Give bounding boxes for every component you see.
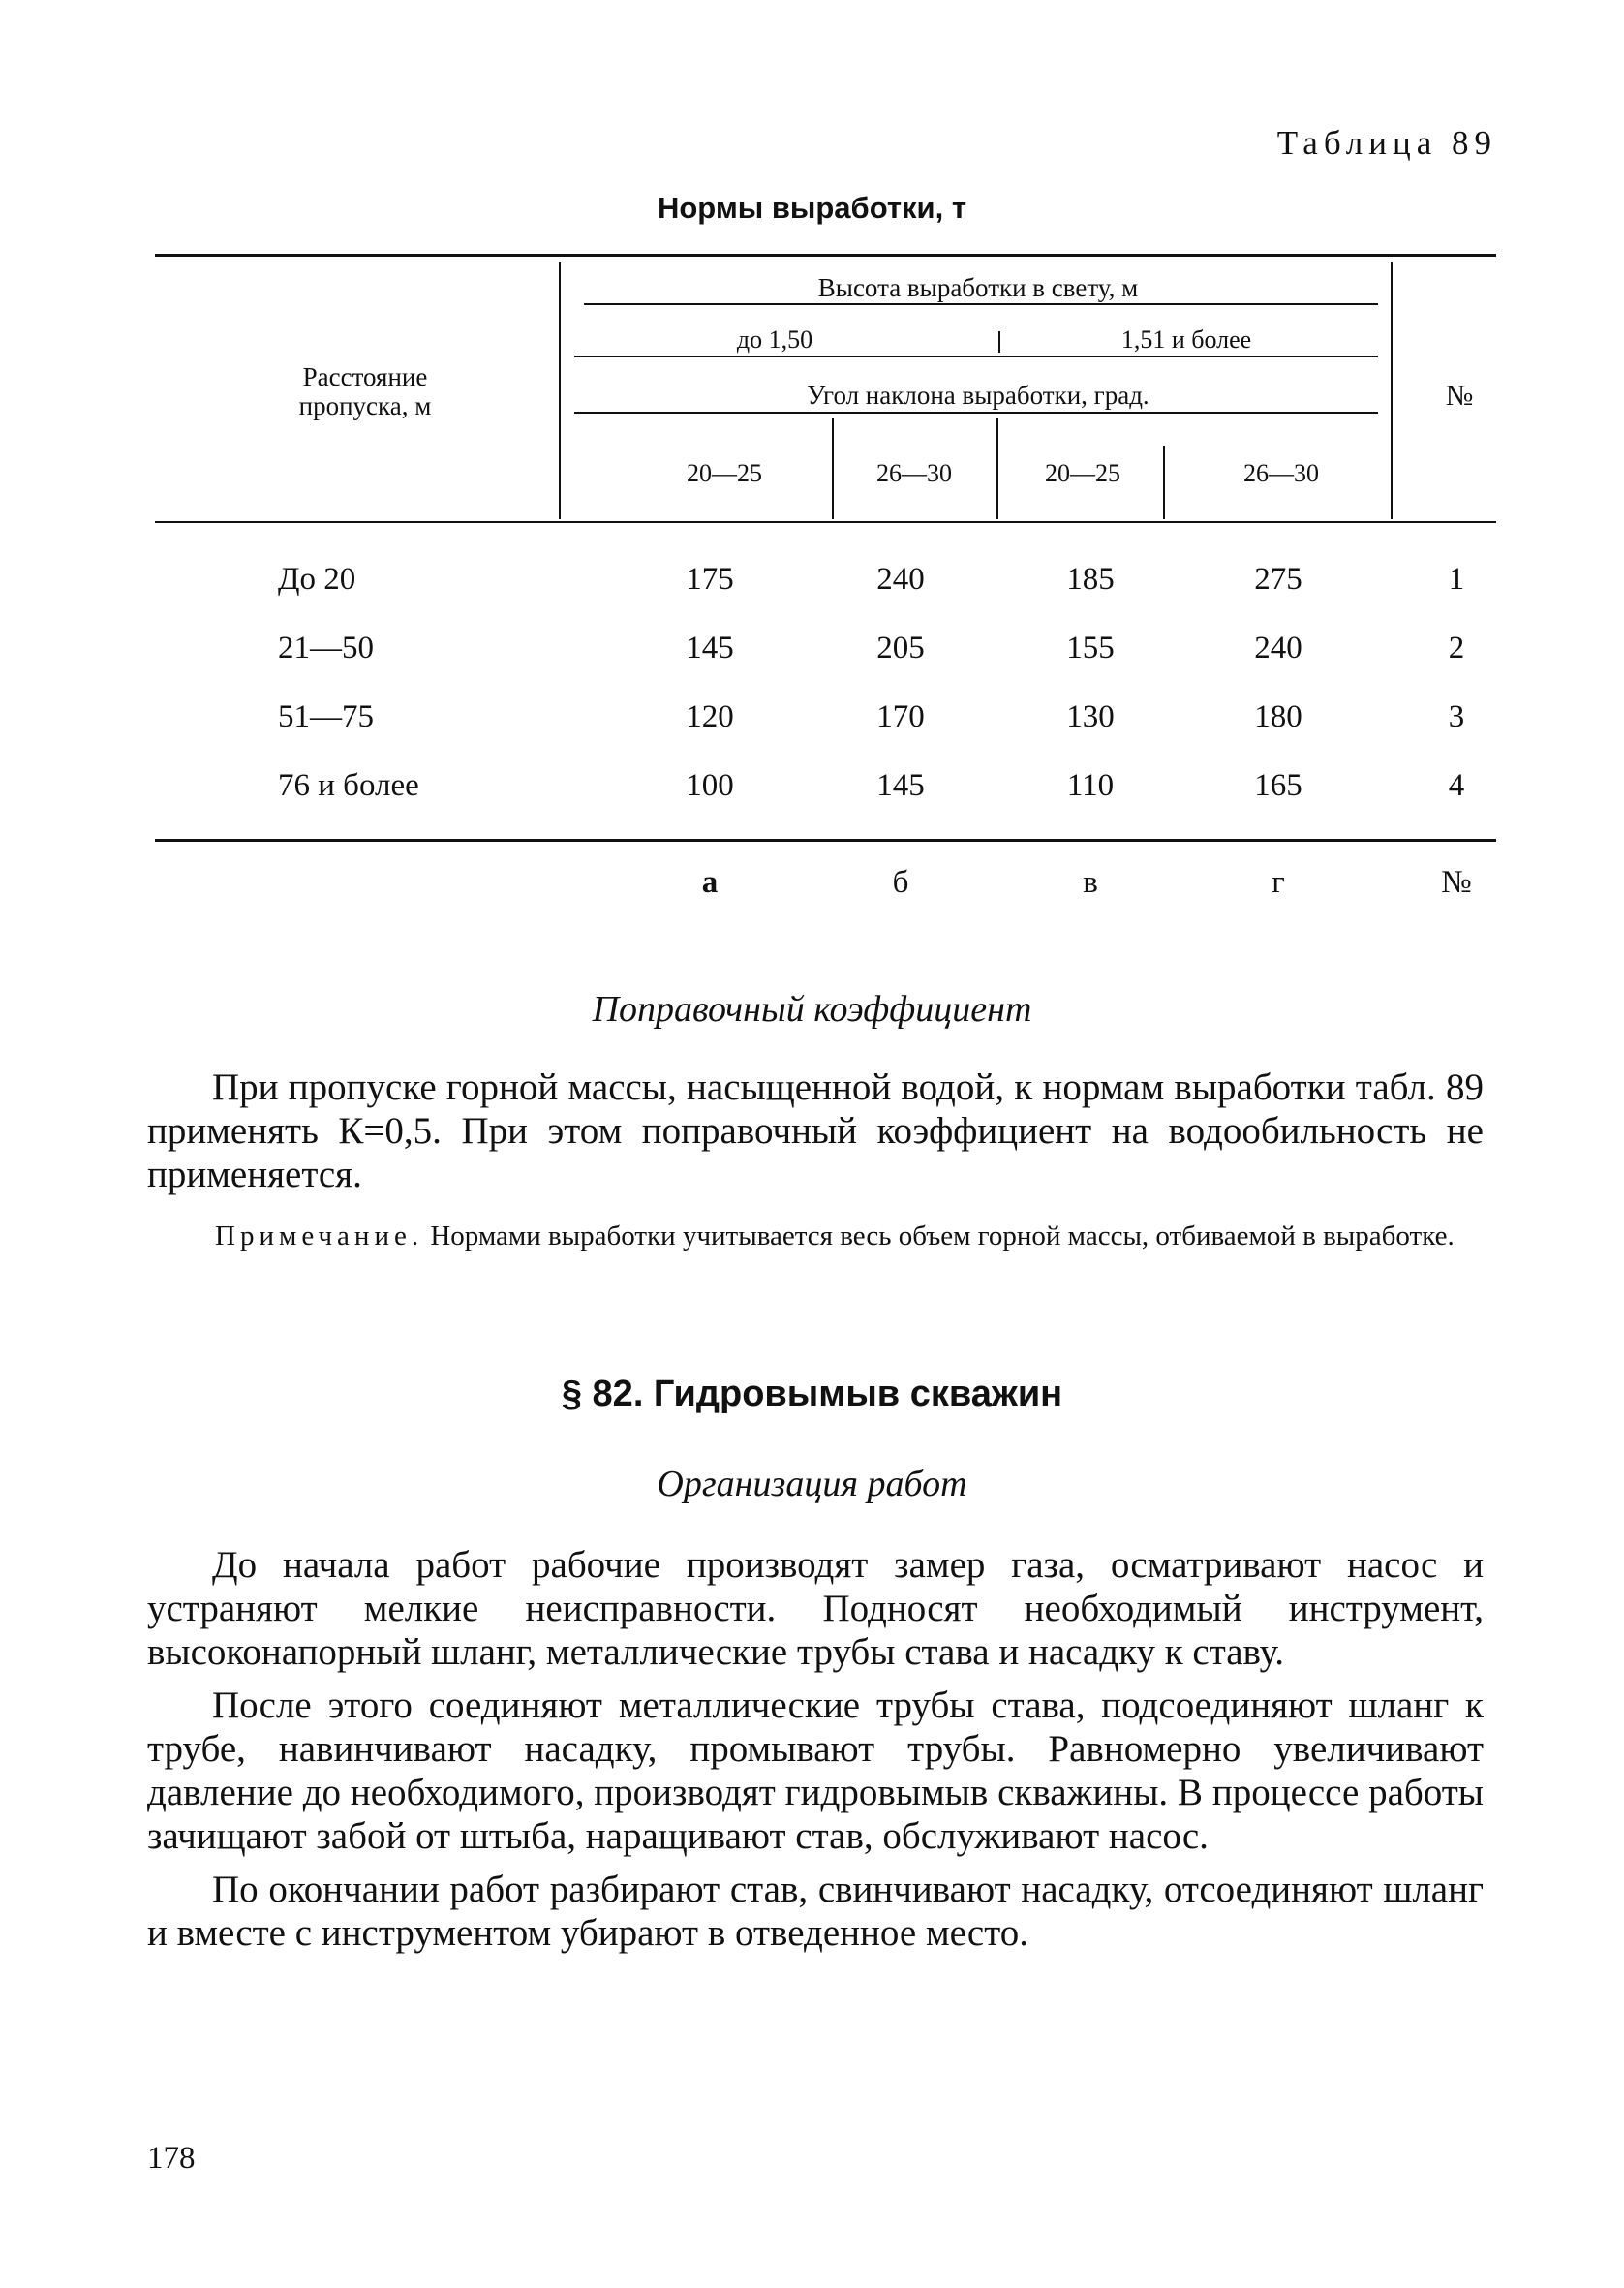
header-dash-separator [998, 331, 1000, 353]
cell-a: 145 [686, 631, 734, 665]
header-subrule-3 [574, 412, 1378, 414]
table-bottom-rule [155, 839, 1496, 842]
header-col-1: 20—25 [687, 459, 762, 487]
correction-heading: Поправочный коэффициент [592, 989, 1032, 1030]
header-vrule-3 [1163, 446, 1165, 519]
header-number: № [1445, 380, 1474, 412]
header-vrule-2 [996, 418, 998, 519]
cell-a: 120 [686, 699, 734, 734]
cell-number: 4 [1448, 768, 1465, 803]
note [215, 1220, 1503, 1253]
header-subrule-2 [574, 356, 1378, 357]
cell-b: 145 [876, 768, 925, 803]
column-letter-a: а [701, 865, 719, 900]
cell-d: 165 [1254, 768, 1302, 803]
header-col-2: 26—30 [876, 459, 952, 487]
paragraph: По окончании работ разбирают став, свинчивают насадку, отсоединяют шланг и вместе с инструментом убирают в отведенное место. [147, 1869, 1484, 1954]
table-top-rule [155, 254, 1496, 257]
paragraph: До начала работ рабочие производят замер газа, осматривают насос и устраняют мелкие неисправности. Подносят необходимый инструмент, высоконапорный шланг, металлические трубы става и насадку к ставу. [147, 1544, 1484, 1673]
header-height-low: до 1,50 [736, 325, 813, 354]
cell-a: 100 [686, 768, 734, 803]
cell-c: 155 [1066, 631, 1115, 665]
header-subrule-1 [584, 303, 1378, 305]
cell-a: 175 [686, 562, 734, 597]
cell-number: 3 [1448, 699, 1465, 734]
cell-d: 275 [1254, 562, 1302, 597]
row-label: 21—50 [278, 631, 374, 665]
cell-c: 130 [1066, 699, 1115, 734]
cell-b: 240 [876, 562, 925, 597]
cell-d: 240 [1254, 631, 1302, 665]
table-label: Таблица 89 [1276, 124, 1497, 162]
cell-c: 110 [1066, 768, 1115, 803]
section-body [147, 1543, 1484, 1955]
table-title: Нормы выработки, т [657, 191, 967, 225]
header-col-3: 20—25 [1045, 459, 1120, 487]
header-vrule-left [559, 262, 561, 519]
header-height: Высота выработки в свету, м [817, 273, 1139, 302]
column-letter-v: в [1083, 865, 1098, 900]
cell-d: 180 [1254, 699, 1302, 734]
header-col-4: 26—30 [1243, 459, 1319, 487]
header-vrule-1 [832, 418, 834, 519]
column-letter-g: г [1272, 865, 1285, 900]
cell-number: 1 [1448, 562, 1465, 597]
note-label: Примечание. [215, 1221, 424, 1252]
cell-b: 170 [876, 699, 925, 734]
page-number: 178 [147, 2141, 196, 2176]
column-letter-b: б [892, 865, 909, 900]
header-angle: Угол наклона выработки, град. [807, 381, 1149, 410]
row-label: До 20 [278, 562, 356, 597]
row-label: 76 и более [278, 768, 419, 803]
cell-number: 2 [1448, 631, 1465, 665]
note-text: Нормами выработки учитывается весь объем горной массы, отбиваемой в выработке. [423, 1221, 1455, 1252]
row-header: Расстояние пропуска, м [298, 362, 432, 420]
cell-c: 185 [1066, 562, 1115, 597]
row-label: 51—75 [278, 699, 374, 734]
correction-text: При пропуске горной массы, насыщенной водой, к нормам выработки табл. 89 применять К=0,5. При этом поправочный коэффициент на водообильность не применяется. [147, 1067, 1484, 1195]
header-vrule-right [1391, 262, 1393, 519]
paragraph: После этого соединяют металлические трубы става, подсоединяют шланг к трубе, навинчивают насадку, промывают трубы. Равномерно увеличивают давление до необходимого, производят гидровымыв скважины. В процессе работы зачищают забой от штыба, наращивают став, обслуживают насос. [147, 1685, 1484, 1857]
section-subheading: Организация работ [657, 1464, 967, 1504]
section-title: § 82. Гидровымыв скважин [561, 1374, 1063, 1414]
column-letter-number: № [1441, 865, 1472, 900]
header-height-high: 1,51 и более [1120, 325, 1252, 354]
cell-b: 205 [876, 631, 925, 665]
header-bottom-rule [155, 521, 1496, 523]
correction-paragraph [147, 1066, 1484, 1196]
